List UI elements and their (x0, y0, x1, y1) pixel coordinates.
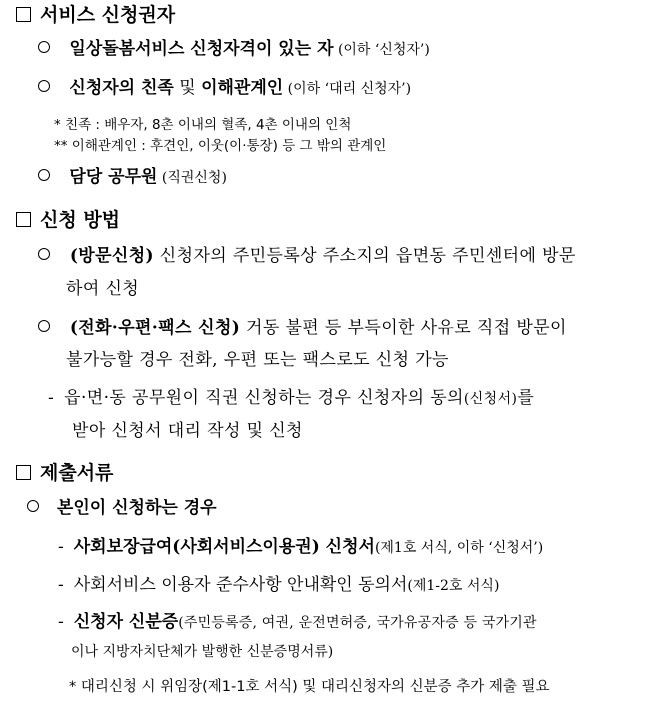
circle-bullet-icon (38, 248, 50, 260)
dash-bullet: - (58, 575, 64, 595)
section-heading-applicants: 서비스 신청권자 (16, 6, 175, 25)
checkbox-square-icon (16, 465, 31, 480)
method-visit-line1: (방문신청) 신청자의 주민등록상 주소지의 읍면동 주민센터에 방문 (38, 248, 576, 265)
documents-subheading: 본인이 신청하는 경우 (27, 500, 217, 517)
checkbox-square-icon (16, 212, 31, 227)
checkbox-square-icon (16, 7, 31, 22)
method-official-line2: 받아 신청서 대리 작성 및 신청 (72, 421, 303, 441)
section-heading-documents: 제출서류 (16, 464, 113, 483)
note-interested-parties: ** 이해관계인 : 후견인, 이웃(이·통장) 등 그 밖의 관계인 (54, 138, 387, 154)
circle-bullet-icon (38, 41, 50, 53)
doc-item-id-line1: - 신청자 신분증(주민등록증, 여권, 운전면허증, 국가유공자증 등 국가기관 (58, 612, 537, 632)
doc-item-application: - 사회보장급여(사회서비스이용권) 신청서(제1호 서식, 이하 ‘신청서’) (58, 537, 544, 557)
applicant-item-proxy: 신청자의 친족 및 이해관계인 (이하 ‘대리 신청자’) (38, 80, 411, 97)
method-official-line1: - 읍·면·동 공무원이 직권 신청하는 경우 신청자의 동의(신청서)를 (48, 388, 535, 408)
note-relatives: * 친족 : 배우자, 8촌 이내의 혈족, 4촌 이내의 인척 (54, 117, 352, 133)
doc-item-consent: - 사회서비스 이용자 준수사항 안내확인 동의서(제1-2호 서식) (58, 575, 500, 595)
circle-bullet-icon (38, 320, 50, 332)
method-remote-line1: (전화·우편·팩스 신청) 거동 불편 등 부득이한 사유로 직접 방문이 (38, 320, 567, 337)
circle-bullet-icon (27, 500, 39, 512)
doc-item-id-line2: 이나 지방자치단체가 발행한 신분증명서류) (71, 644, 334, 660)
method-remote-line2: 불가능할 경우 전화, 우편 또는 팩스로도 신청 가능 (66, 350, 449, 370)
circle-bullet-icon (38, 80, 50, 92)
note-proxy-documents: * 대리신청 시 위임장(제1-1호 서식) 및 대리신청자의 신분증 추가 제출 필요 (69, 679, 550, 695)
applicant-item-official: 담당 공무원 (직권신청) (38, 169, 227, 186)
dash-bullet: - (48, 388, 55, 408)
method-visit-line2: 하여 신청 (66, 279, 140, 299)
applicant-item-self: 일상돌봄서비스 신청자격이 있는 자 (이하 ‘신청자’) (38, 41, 430, 58)
dash-bullet: - (58, 537, 64, 557)
section-heading-method: 신청 방법 (16, 211, 120, 230)
dash-bullet: - (58, 612, 64, 632)
circle-bullet-icon (38, 169, 50, 181)
